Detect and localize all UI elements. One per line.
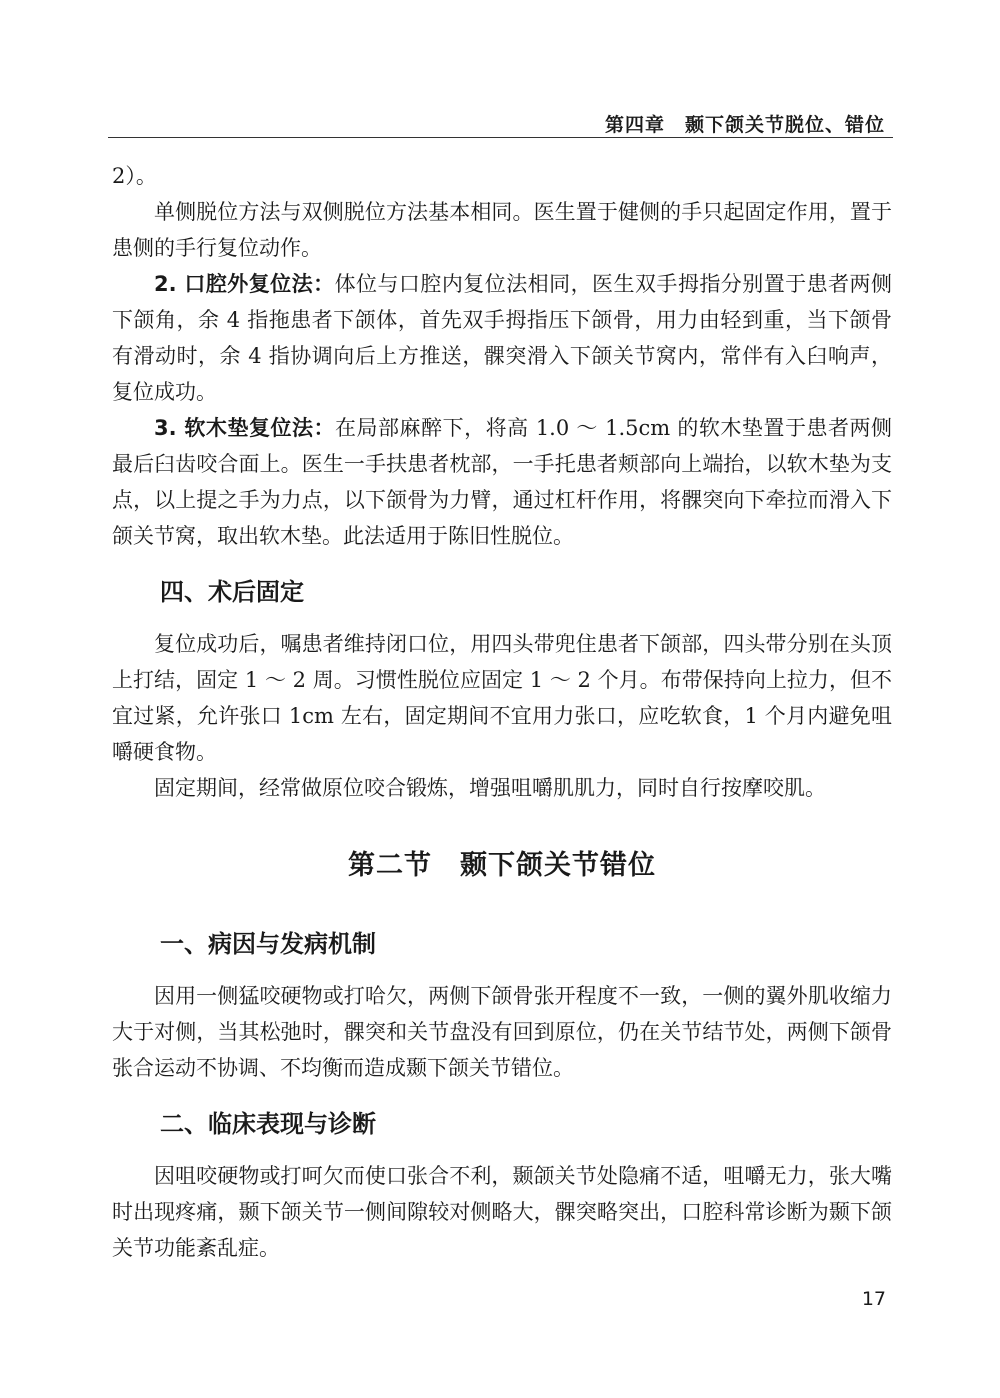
paragraph-body: 在局部麻醉下，将高 1.0 ～ 1.5cm 的软木垫置于患者两侧最后臼齿咬合面上。医生一手扶患者枕部，一手托患者颊部向上端抬，以软木垫为支点，以上提之手为力点，以下颌骨为力臂，通过杠杆作用，将髁突向下牵拉而滑入下颌关节窝，取出软木垫。此法适用于陈旧性脱位。 xyxy=(112,416,892,548)
paragraph-fixation: 复位成功后，嘱患者维持闭口位，用四头带兜住患者下颌部，四头带分别在头顶上打结，固定 1 ～ 2 周。习惯性脱位应固定 1 ～ 2 个月。布带保持向上拉力，但不宜过紧，允许张口 1cm 左右，固定期间不宜用力张口，应吃软食，1 个月内避免咀嚼硬食物。 xyxy=(112,632,892,764)
paragraph-cork-pad xyxy=(112,410,892,554)
section-name: 颞下颌关节错位 xyxy=(460,850,656,881)
running-header xyxy=(108,108,893,138)
paragraph-extraoral xyxy=(112,266,892,410)
page-number: 17 xyxy=(861,1288,886,1310)
page-content xyxy=(112,158,892,1266)
heading-clinical: 二、临床表现与诊断 xyxy=(160,1110,376,1138)
heading-etiology: 一、病因与发病机制 xyxy=(160,930,376,958)
paragraph-continuation: 2）。 xyxy=(112,164,157,188)
paragraph-unilateral: 单侧脱位方法与双侧脱位方法基本相同。医生置于健侧的手只起固定作用，置于患侧的手行复位动作。 xyxy=(112,200,892,260)
paragraph-exercise: 固定期间，经常做原位咬合锻炼，增强咀嚼肌肌力，同时自行按摩咬肌。 xyxy=(154,776,826,800)
paragraph-body: 体位与口腔内复位法相同，医生双手拇指分别置于患者两侧下颌角，余 4 指拖患者下颌体，首先双手拇指压下颌骨，用力由轻到重，当下颌骨有滑动时，余 4 指协调向后上方推送，髁突滑入下颌关节窝内，常伴有入臼响声，复位成功。 xyxy=(112,272,892,404)
paragraph-clinical: 因咀咬硬物或打呵欠而使口张合不利，颞颌关节处隐痛不适，咀嚼无力，张大嘴时出现疼痛，颞下颌关节一侧间隙较对侧略大，髁突略突出，口腔科常诊断为颞下颌关节功能紊乱症。 xyxy=(112,1164,892,1260)
section-title xyxy=(112,846,892,886)
paragraph-lead: 3. 软木垫复位法： xyxy=(154,416,336,440)
heading-post-fixation: 四、术后固定 xyxy=(160,578,304,606)
paragraph-lead: 2. 口腔外复位法： xyxy=(154,272,335,296)
paragraph-etiology: 因用一侧猛咬硬物或打哈欠，两侧下颌骨张开程度不一致，一侧的翼外肌收缩力大于对侧，当其松弛时，髁突和关节盘没有回到原位，仍在关节结节处，两侧下颌骨张合运动不协调、不均衡而造成颞下颌关节错位。 xyxy=(112,984,892,1080)
running-title: 第四章 颞下颌关节脱位、错位 xyxy=(604,114,885,136)
section-number: 第二节 xyxy=(348,850,432,881)
